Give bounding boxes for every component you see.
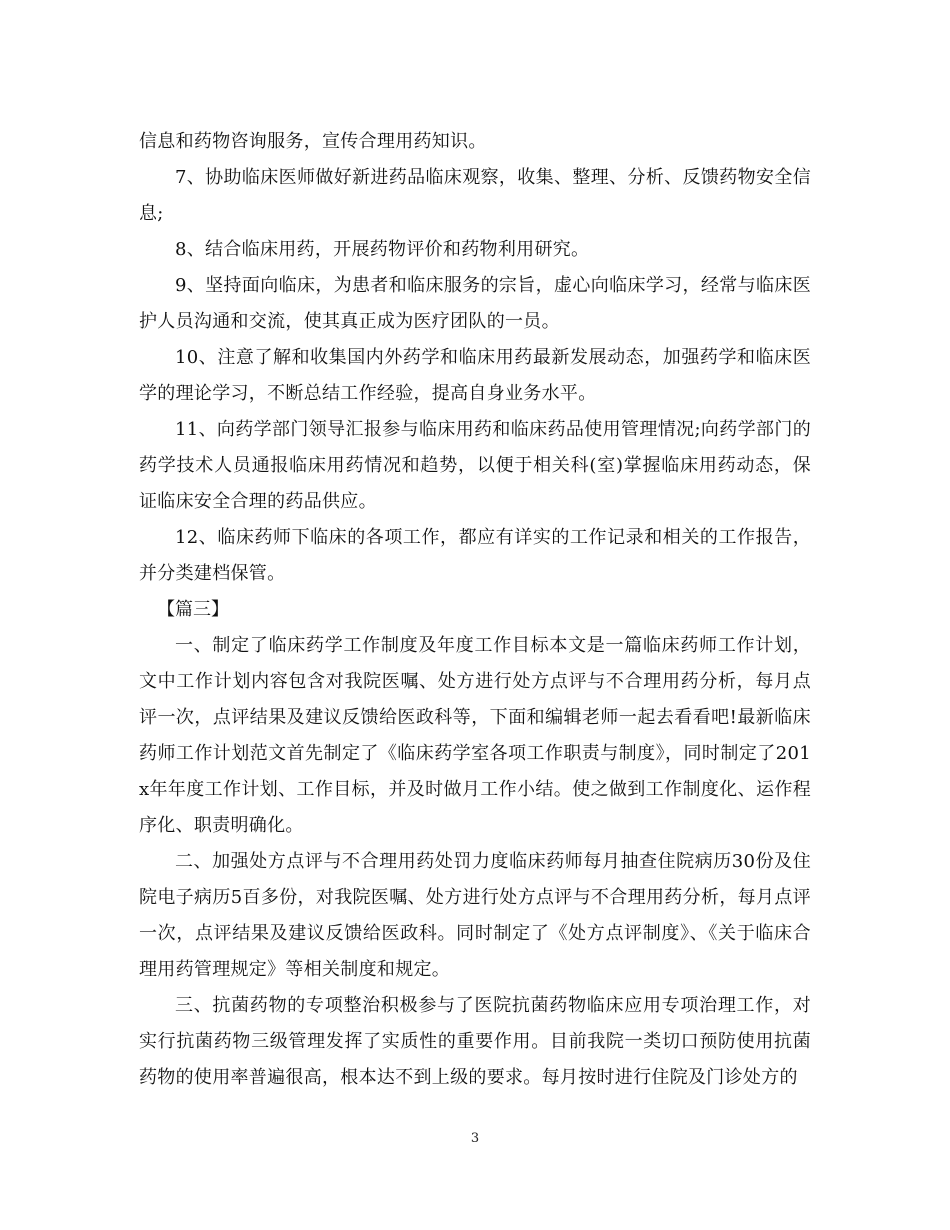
- paragraph-item-8: 8、结合临床用药，开展药物评价和药物利用研究。: [175, 239, 590, 260]
- section-heading: 【篇三】: [157, 599, 229, 620]
- paragraph-item-7: 7、协助临床医师做好新进药品临床观察，收集、整理、分析、反馈药物安全信息;: [139, 167, 811, 224]
- paragraph-item-11: 11、向药学部门领导汇报参与临床用药和临床药品使用管理情况;向药学部门的药学技术人员通报临床用药情况和趋势，以便于相关科(室)掌握临床用药动态，保证临床安全合理的药品供应。: [139, 419, 811, 512]
- paragraph-item-10: 10、注意了解和收集国内外药学和临床用药最新发展动态，加强药学和临床医学的理论学习，不断总结工作经验，提高自身业务水平。: [139, 347, 811, 404]
- paragraph-item-9: 9、坚持面向临床，为患者和临床服务的宗旨，虚心向临床学习，经常与临床医护人员沟通和交流，使其真正成为医疗团队的一员。: [139, 275, 811, 332]
- section-paragraph-2: 二、加强处方点评与不合理用药处罚力度临床药师每月抽查住院病历30份及住院电子病历5百多份，对我院医嘱、处方进行处方点评与不合理用药分析，每月点评一次，点评结果及建议反馈给医政科。同时制定了《处方点评制度》、《关于临床合理用药管理规定》等相关制度和规定。: [139, 851, 811, 980]
- section-paragraph-1: 一、制定了临床药学工作制度及年度工作目标本文是一篇临床药师工作计划，文中工作计划内容包含对我院医嘱、处方进行处方点评与不合理用药分析，每月点评一次，点评结果及建议反馈给医政科等，下面和编辑老师一起去看看吧!最新临床药师工作计划范文首先制定了《临床药学室各项工作职责与制度》，同时制定了201x年年度工作计划、工作目标，并及时做月工作小结。使之做到工作制度化、运作程序化、职责明确化。: [139, 635, 811, 836]
- paragraph-item-12: 12、临床药师下临床的各项工作，都应有详实的工作记录和相关的工作报告，并分类建档保管。: [139, 527, 811, 584]
- section-paragraph-3: 三、抗菌药物的专项整治积极参与了医院抗菌药物临床应用专项治理工作，对实行抗菌药物三级管理发挥了实质性的重要作用。目前我院一类切口预防使用抗菌药物的使用率普遍很高，根本达不到上级的要求。每月按时进行住院及门诊处方的: [139, 995, 811, 1088]
- document-body: [139, 124, 811, 1096]
- paragraph-continuation: 信息和药物咨询服务，宣传合理用药知识。: [139, 131, 487, 152]
- page-number: 3: [470, 1131, 480, 1146]
